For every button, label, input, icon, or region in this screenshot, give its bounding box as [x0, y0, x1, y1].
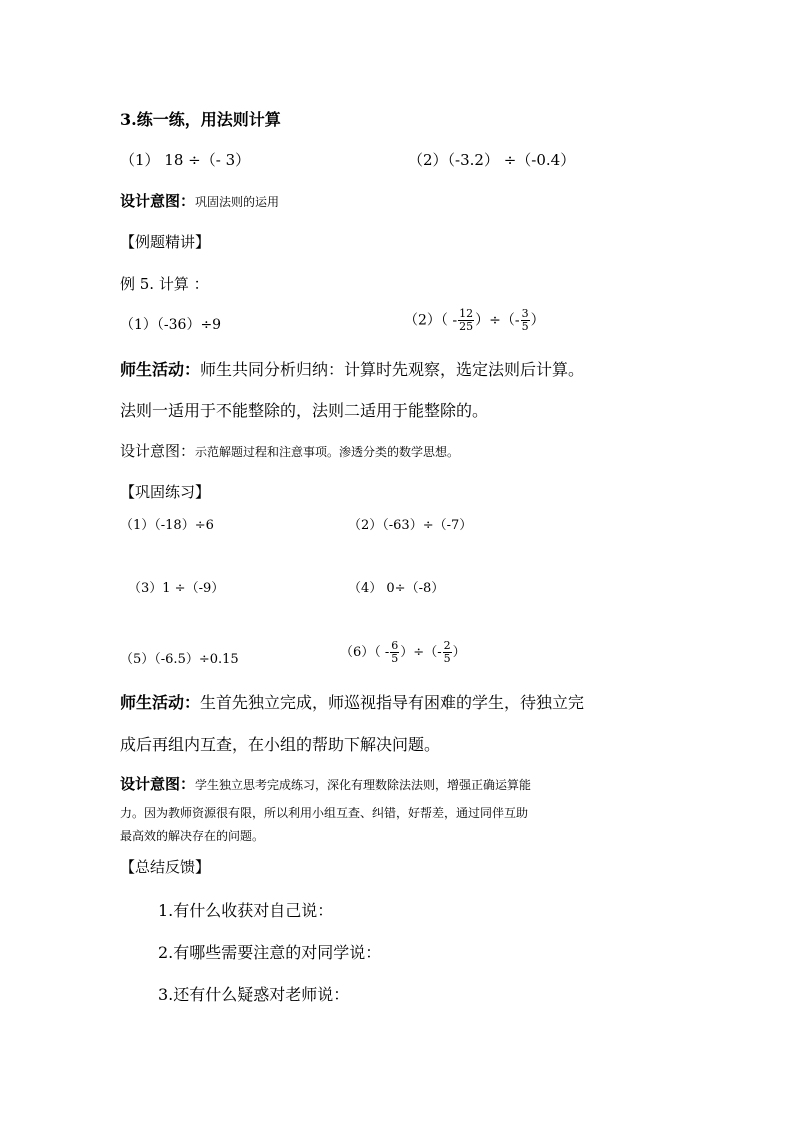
example-5-problem-2	[404, 308, 545, 333]
fraction-denominator: 25	[459, 320, 474, 334]
design-intent-label: 设计意图：	[120, 192, 196, 210]
practice-problem-2: （2）（-63）÷（-7）	[348, 518, 473, 533]
problem-suffix: ）	[452, 645, 466, 661]
fraction-numerator: 2	[443, 639, 451, 652]
fraction	[443, 640, 452, 665]
problem-middle: ）÷（-	[475, 312, 520, 329]
design-intent-3-line-1	[120, 773, 531, 794]
fraction	[521, 308, 530, 333]
design-intent-label: 设计意图：	[120, 442, 196, 460]
teacher-student-activity-1-line-1	[120, 357, 584, 380]
fraction-denominator: 5	[391, 652, 399, 666]
fraction-numerator: 6	[391, 639, 399, 652]
practice-problem-4: （4） 0÷（-8）	[348, 581, 445, 596]
example-5-label: 例 5. 计算 ：	[120, 275, 209, 293]
design-intent-3-line-3: 最高效的解决存在的问题。	[120, 829, 265, 843]
fraction	[458, 308, 474, 333]
design-intent-2	[120, 440, 459, 461]
teacher-student-activity-2-line-1	[120, 690, 584, 713]
design-intent-text: 示范解题过程和注意事项。渗透分类的数学思想。	[195, 445, 460, 459]
activity-label: 师生活动：	[120, 360, 201, 379]
practice-problem-6	[340, 640, 466, 665]
problem-prefix: （6）（ -	[340, 645, 390, 661]
design-intent-text: 学生独立思考完成练习，深化有理数除法法则，增强正确运算能	[195, 778, 532, 792]
problem-middle: ）÷（-	[400, 645, 442, 661]
practice-problem-3: （3）1 ÷（-9）	[128, 581, 225, 596]
problem-prefix: （2）（ -	[404, 312, 458, 329]
fraction-denominator: 5	[521, 320, 529, 334]
practice-problem-5: （5）（-6.5）÷0.15	[120, 652, 239, 667]
fraction-numerator: 12	[459, 307, 474, 320]
design-intent-label: 设计意图：	[120, 775, 196, 793]
fraction-numerator: 3	[521, 307, 529, 320]
fraction-denominator: 5	[443, 652, 451, 666]
activity-text: 生首先独立完成，师巡视指导有困难的学生，待独立完	[200, 693, 585, 712]
summary-item-1: 1.有什么收获对自己说：	[158, 901, 334, 920]
design-intent-3-line-2: 力。因为教师资源很有限，所以利用小组互查、纠错，好帮差，通过同伴互助	[120, 806, 529, 820]
summary-section-header: 【总结反馈】	[120, 858, 211, 876]
section3-title: 3.练一练，用法则计算	[120, 110, 281, 129]
practice-section-header: 【巩固练习】	[120, 483, 211, 501]
fraction	[390, 640, 399, 665]
activity-label: 师生活动：	[120, 693, 201, 712]
section3-question-2: （2）（-3.2） ÷（-0.4）	[408, 151, 576, 169]
problem-suffix: ）	[530, 312, 545, 329]
teacher-student-activity-1-line-2: 法则一适用于不能整除的，法则二适用于能整除的。	[120, 401, 489, 420]
practice-problem-1: （1）（-18）÷6	[120, 518, 214, 533]
design-intent-text: 巩固法则的运用	[195, 195, 280, 209]
summary-item-3: 3.还有什么疑惑对老师说：	[158, 985, 350, 1004]
section3-question-1: （1） 18 ÷（- 3）	[120, 151, 251, 169]
example-section-header: 【例题精讲】	[120, 233, 211, 251]
activity-text: 师生共同分析归纳：计算时先观察，选定法则后计算。	[200, 360, 585, 379]
summary-item-2: 2.有哪些需要注意的对同学说：	[158, 943, 382, 962]
design-intent-1	[120, 190, 279, 211]
example-5-problem-1: （1）（-36）÷9	[120, 317, 222, 333]
teacher-student-activity-2-line-2: 成后再组内互查，在小组的帮助下解决问题。	[120, 735, 441, 754]
